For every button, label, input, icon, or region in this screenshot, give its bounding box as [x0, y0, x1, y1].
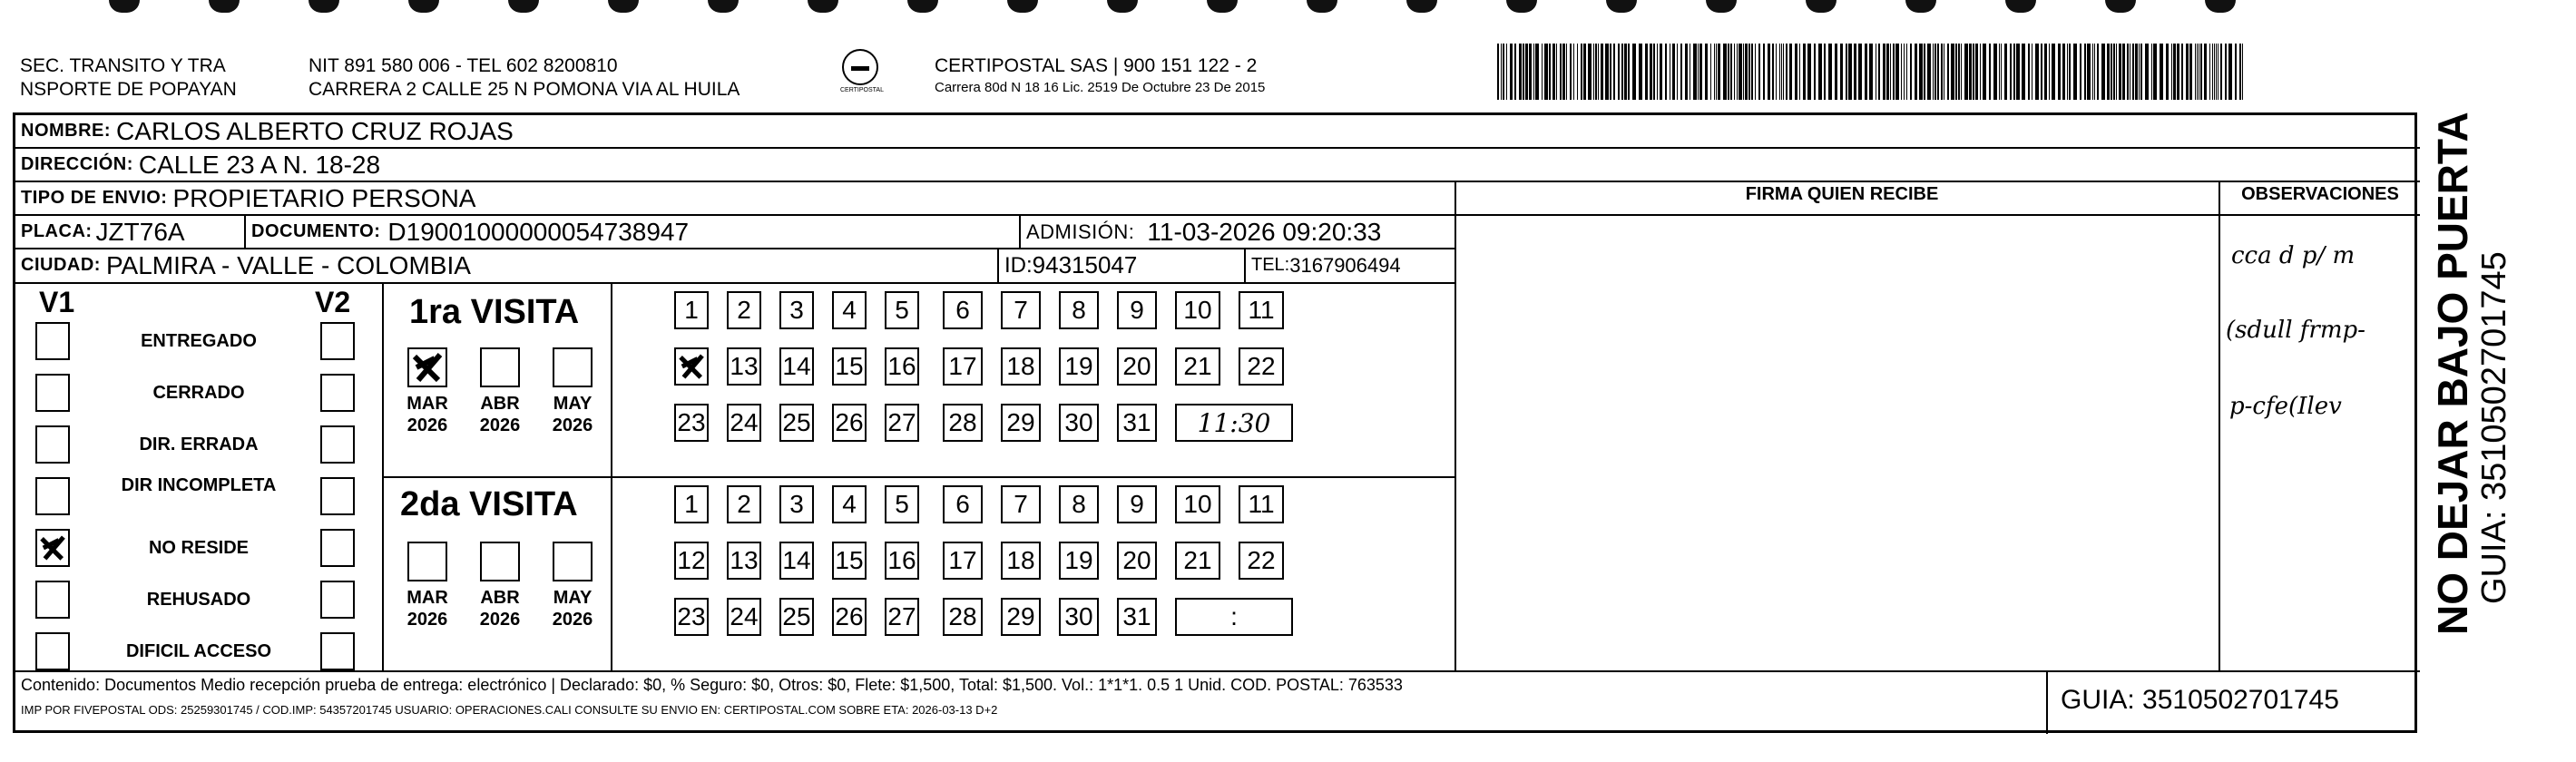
month-checkbox-abr[interactable] [480, 347, 520, 387]
v1-checkbox-cerrado[interactable] [35, 374, 70, 412]
day-9[interactable]: 9 [1117, 291, 1157, 329]
signature-area[interactable] [1458, 216, 2217, 669]
nit-block [309, 54, 739, 102]
tel-label: TEL: [1251, 255, 1290, 275]
visit2-title: 2da VISITA [400, 485, 578, 523]
day-15[interactable]: 15 [832, 347, 867, 386]
admission-label: ADMISIÓN: [1026, 220, 1135, 243]
day-3[interactable]: 3 [779, 291, 814, 329]
day-5[interactable]: 5 [885, 291, 919, 329]
id-cell [999, 249, 1244, 281]
day-4[interactable]: 4 [832, 291, 867, 329]
check-mark-icon [37, 531, 68, 565]
day-24[interactable]: 24 [727, 404, 761, 442]
day-4[interactable]: 4 [832, 485, 867, 523]
v1-checkbox-entregado[interactable] [35, 322, 70, 360]
day-9[interactable]: 9 [1117, 485, 1157, 523]
header [0, 38, 2576, 111]
status-option-label: DIFICIL ACCESO [125, 641, 271, 661]
sender-line1: SEC. TRANSITO Y TRA [20, 55, 226, 76]
nit-line2: CARRERA 2 CALLE 25 N POMONA VIA AL HUILA [309, 79, 740, 100]
day-31[interactable]: 31 [1117, 404, 1157, 442]
shipment-type: PROPIETARIO PERSONA [172, 183, 476, 212]
v1-checkbox-dir-errada[interactable] [35, 425, 70, 464]
status-option-label: CERRADO [152, 383, 245, 403]
id-value: 94315047 [1032, 251, 1138, 278]
carrier-block [935, 54, 1265, 98]
carrier-line1: CERTIPOSTAL SAS | 900 151 122 - 2 [935, 55, 1258, 76]
plate-value: JZT76A [95, 217, 185, 246]
day-8[interactable]: 8 [1059, 291, 1099, 329]
day-14[interactable]: 14 [779, 347, 814, 386]
day-11[interactable]: 11 [1239, 485, 1284, 523]
recipient-address: CALLE 23 A N. 18-28 [138, 150, 381, 179]
day-20[interactable]: 20 [1117, 347, 1157, 386]
day-17[interactable]: 17 [943, 542, 983, 580]
day-6[interactable]: 6 [943, 485, 983, 523]
admission-cell [1021, 216, 1455, 248]
day-30[interactable]: 30 [1059, 404, 1099, 442]
day-20[interactable]: 20 [1117, 542, 1157, 580]
document-cell [246, 216, 1017, 248]
month-label: MAY 2026 [552, 588, 593, 630]
barcode [1497, 44, 2243, 100]
status-option-label: DIR INCOMPLETA [121, 475, 277, 495]
carrier-line2: Carrera 80d N 18 16 Lic. 2519 De Octubre 23 De 2015 [935, 80, 1266, 95]
time-box[interactable]: 11:30 [1175, 404, 1293, 442]
observation-handwriting-2: (sdull frmp- [2226, 317, 2365, 344]
day-12[interactable]: 12 [674, 542, 709, 580]
day-19[interactable]: 19 [1059, 347, 1099, 386]
document-label: DOCUMENTO: [251, 221, 381, 241]
day-26[interactable]: 26 [832, 404, 867, 442]
city-value: PALMIRA - VALLE - COLOMBIA [105, 250, 471, 279]
footer-content: Contenido: Documentos Medio recepción prueba de entrega: electrónico | Declarado: $0, % Seguro: $0, Otros: $0, Flete: $1,500, Total: $1,500. Vol.: 1*1*1. 0.5 1 Unid. COD. POSTAL: 763533 [21, 676, 1403, 694]
tel-cell [1246, 249, 1455, 281]
day-24[interactable]: 24 [727, 598, 761, 636]
signature-header: FIRMA QUIEN RECIBE [1745, 184, 1939, 204]
address-label: DIRECCIÓN: [21, 154, 133, 174]
month-checkbox-may[interactable] [553, 542, 593, 581]
v1-label: V1 [39, 286, 75, 318]
month-checkbox-mar[interactable] [407, 347, 447, 387]
check-mark-icon [409, 349, 446, 386]
v1-checkbox-dificil-acceso[interactable] [35, 632, 70, 670]
side-labels [2428, 112, 2564, 635]
day-23[interactable]: 23 [674, 598, 709, 636]
status-option-label: DIR. ERRADA [139, 435, 259, 454]
day-13[interactable]: 13 [727, 542, 761, 580]
check-mark-icon [676, 349, 707, 384]
logo-text: CERTIPOSTAL [840, 87, 884, 93]
day-2[interactable]: 2 [727, 485, 761, 523]
day-29[interactable]: 29 [1001, 598, 1041, 636]
status-option-label: ENTREGADO [141, 331, 257, 351]
day-25[interactable]: 25 [779, 404, 814, 442]
day-16[interactable]: 16 [885, 347, 919, 386]
day-1[interactable]: 1 [674, 291, 709, 329]
day-21[interactable]: 21 [1175, 542, 1220, 580]
name-label: NOMBRE: [21, 121, 112, 141]
sender-line2: NSPORTE DE POPAYAN [20, 79, 237, 100]
time-box[interactable]: : [1175, 598, 1293, 636]
tel-value: 3167906494 [1289, 253, 1401, 277]
day-7[interactable]: 7 [1001, 291, 1041, 329]
day-10[interactable]: 10 [1175, 485, 1220, 523]
day-26[interactable]: 26 [832, 598, 867, 636]
day-1[interactable]: 1 [674, 485, 709, 523]
day-6[interactable]: 6 [943, 291, 983, 329]
day-11[interactable]: 11 [1239, 291, 1284, 329]
status-option-label: NO RESIDE [148, 538, 250, 558]
id-label: ID: [1004, 252, 1033, 278]
footer-imp: IMP POR FIVEPOSTAL ODS: 25259301745 / COD.IMP: 54357201745 USUARIO: OPERACIONES.CALI CONSULTE SU ENVIO EN: CERTIPOSTAL.COM SOBRE ETA: 2026-03-13 D+2 [21, 703, 998, 717]
observation-handwriting-1: cca d p/ m [2231, 242, 2356, 269]
day-3[interactable]: 3 [779, 485, 814, 523]
delivery-form [13, 112, 2417, 733]
admission-value: 11-03-2026 09:20:33 [1147, 217, 1382, 246]
day-7[interactable]: 7 [1001, 485, 1041, 523]
city-cell [15, 249, 995, 281]
month-checkbox-abr[interactable] [480, 542, 520, 581]
no-dejar-bajo-puerta: NO DEJAR BAJO PUERTA [2429, 112, 2476, 635]
day-18[interactable]: 18 [1001, 347, 1041, 386]
month-label: MAY 2026 [552, 394, 593, 435]
day-25[interactable]: 25 [779, 598, 814, 636]
v2-label: V2 [315, 286, 351, 318]
day-2[interactable]: 2 [727, 291, 761, 329]
month-checkbox-mar[interactable] [407, 542, 447, 581]
v1-checkbox-dir-incompleta[interactable] [35, 477, 70, 515]
day-22[interactable]: 22 [1239, 347, 1284, 386]
recipient-name: CARLOS ALBERTO CRUZ ROJAS [116, 116, 514, 145]
day-30[interactable]: 30 [1059, 598, 1099, 636]
status-option-label: REHUSADO [146, 590, 251, 610]
type-row [15, 182, 1449, 214]
month-label: ABR 2026 [479, 588, 521, 630]
certipostal-logo [835, 49, 886, 98]
v1-checkbox-rehusado[interactable] [35, 581, 70, 619]
day-21[interactable]: 21 [1175, 347, 1220, 386]
plate-cell [15, 216, 242, 248]
day-12[interactable] [674, 347, 709, 386]
day-13[interactable]: 13 [727, 347, 761, 386]
nit-line1: NIT 891 580 006 - TEL 602 8200810 [309, 55, 618, 76]
day-10[interactable]: 10 [1175, 291, 1220, 329]
day-29[interactable]: 29 [1001, 404, 1041, 442]
day-5[interactable]: 5 [885, 485, 919, 523]
observation-handwriting-3: p-cfe(Ilev [2229, 393, 2342, 420]
sender-block [20, 54, 237, 102]
v1-checkbox-no-reside[interactable] [35, 529, 70, 567]
type-label: TIPO DE ENVIO: [21, 188, 168, 208]
visit1-title: 1ra VISITA [409, 293, 580, 331]
day-27[interactable]: 27 [885, 404, 919, 442]
month-label: MAR 2026 [406, 394, 448, 435]
document-value: D19001000000054738947 [387, 217, 690, 246]
day-14[interactable]: 14 [779, 542, 814, 580]
day-16[interactable]: 16 [885, 542, 919, 580]
day-28[interactable]: 28 [943, 598, 983, 636]
day-17[interactable]: 17 [943, 347, 983, 386]
month-label: ABR 2026 [479, 394, 521, 435]
day-28[interactable]: 28 [943, 404, 983, 442]
side-guia: GUIA: 3510502701745 [2475, 251, 2513, 604]
city-label: CIUDAD: [21, 255, 101, 275]
day-15[interactable]: 15 [832, 542, 867, 580]
day-23[interactable]: 23 [674, 404, 709, 442]
month-checkbox-may[interactable] [553, 347, 593, 387]
day-19[interactable]: 19 [1059, 542, 1099, 580]
logo-icon [842, 49, 878, 85]
top-perforation [0, 0, 2576, 20]
observations-header: OBSERVACIONES [2241, 184, 2399, 204]
address-row [15, 149, 2420, 181]
day-31[interactable]: 31 [1117, 598, 1157, 636]
name-row [15, 115, 2420, 147]
month-label: MAR 2026 [406, 588, 448, 630]
day-8[interactable]: 8 [1059, 485, 1099, 523]
day-22[interactable]: 22 [1239, 542, 1284, 580]
footer-guia: GUIA: 3510502701745 [2061, 685, 2339, 715]
day-27[interactable]: 27 [885, 598, 919, 636]
day-18[interactable]: 18 [1001, 542, 1041, 580]
plate-label: PLACA: [21, 221, 93, 241]
